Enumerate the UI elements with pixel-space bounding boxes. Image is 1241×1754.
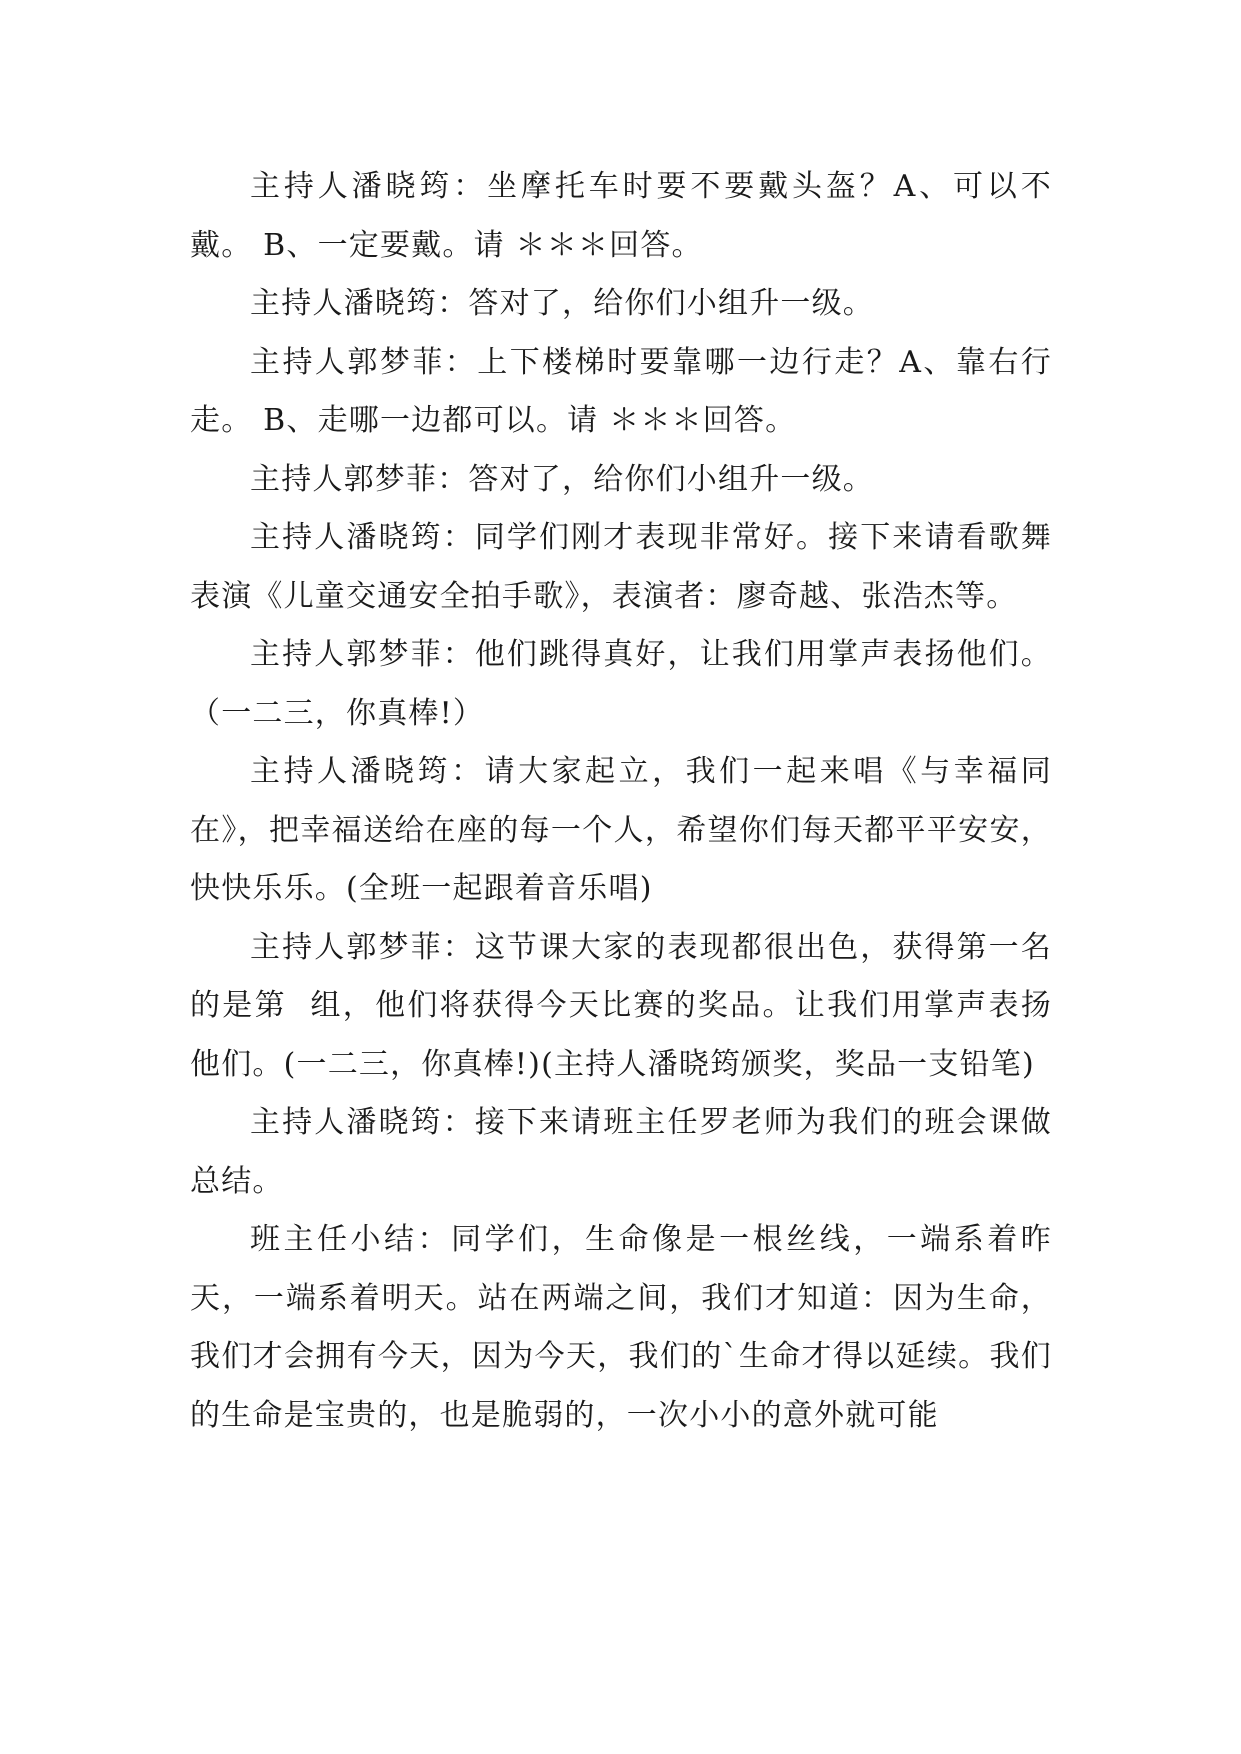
paragraph-summary-intro: 主持人潘晓筠：接下来请班主任罗老师为我们的班会课做总结。	[190, 1105, 1052, 1199]
paragraph-dance-intro: 主持人潘晓筠：同学们刚才表现非常好。接下来请看歌舞表演《儿童交通安全拍手歌》，表演者：廖奇越、张浩杰等。	[190, 520, 1052, 614]
paragraph-dance-praise: 主持人郭梦菲：他们跳得真好，让我们用掌声表扬他们。（一二三，你真棒!）	[190, 637, 1052, 731]
paragraph-helmet-answer: 主持人潘晓筠：答对了，给你们小组升一级。	[250, 286, 874, 321]
paragraph-stairs-answer: 主持人郭梦菲：答对了，给你们小组升一级。	[250, 461, 874, 497]
document-body	[190, 158, 1052, 1445]
paragraph-teacher-summary: 班主任小结：同学们，生命像是一根丝线，一端系着昨天，一端系着明天。站在两端之间，我们才知道：因为生命，我们才会拥有今天，因为今天，我们的`生命才得以延续。我们的生命是宝贵的，也是脆弱的，一次小小的意外就可能	[190, 1222, 1052, 1433]
paragraph-song: 主持人潘晓筠：请大家起立，我们一起来唱《与幸福同在》，把幸福送给在座的每一个人，希望你们每天都平平安安，快快乐乐。(全班一起跟着音乐唱)	[190, 754, 1052, 906]
paragraph-helmet-question: 主持人潘晓筠：坐摩托车时要不要戴头盔？A、可以不戴。 B、一定要戴。请 ＊＊＊回答。	[190, 169, 1052, 263]
paragraph-award: 主持人郭梦菲：这节课大家的表现都很出色，获得第一名的是第 组，他们将获得今天比赛的奖品。让我们用掌声表扬他们。(一二三，你真棒!)(主持人潘晓筠颁奖，奖品一支铅笔)	[190, 929, 1052, 1082]
paragraph-stairs-question: 主持人郭梦菲：上下楼梯时要靠哪一边行走？A、靠右行走。 B、走哪一边都可以。请 ＊＊＊回答。	[190, 344, 1052, 438]
